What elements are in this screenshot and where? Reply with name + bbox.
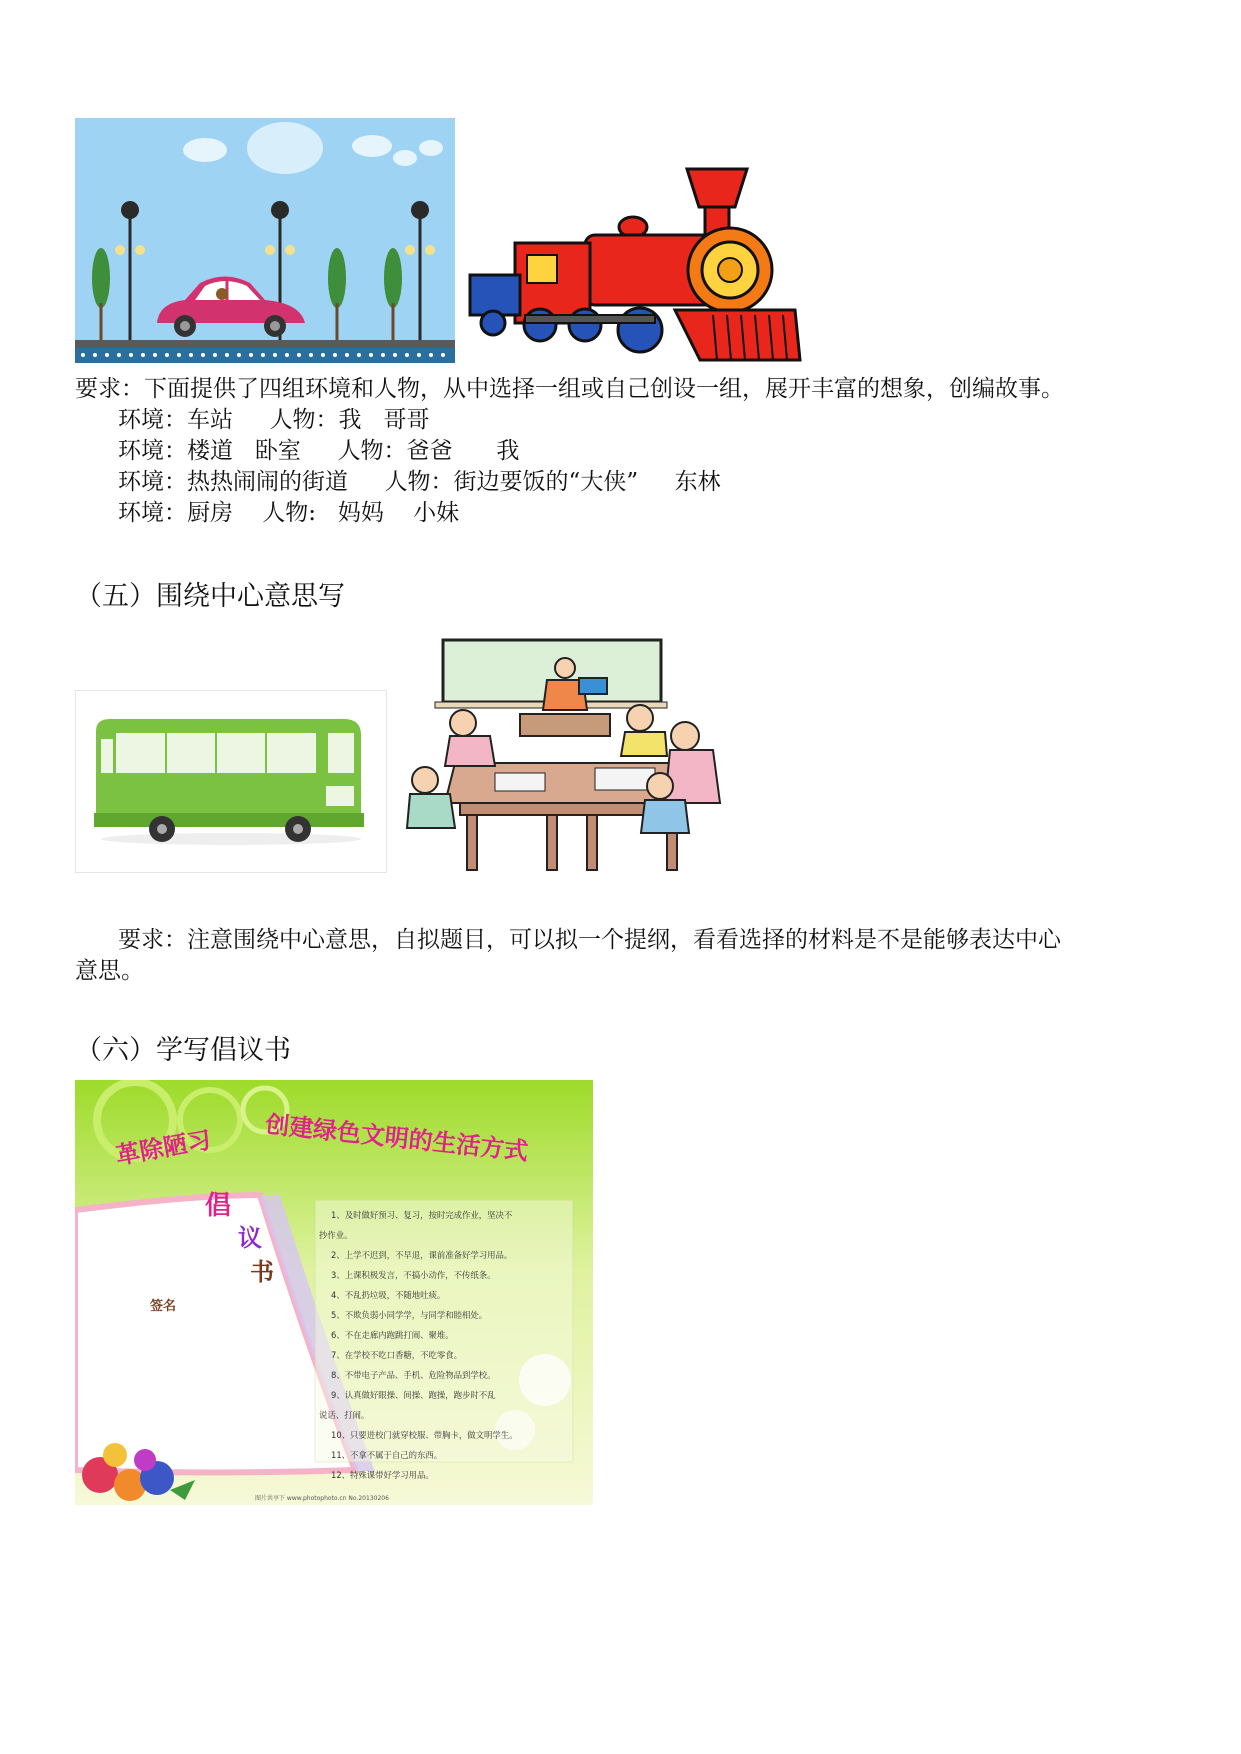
poster-item: 4、不乱扔垃圾，不随地吐痰。 <box>331 1290 446 1300</box>
story-option-3: 环境：热热闹闹的街道 人物：街边要饭的“大侠” 东林 <box>118 469 721 495</box>
poster-item: 2、上学不迟到，不早退，课前准备好学习用品。 <box>331 1250 513 1260</box>
poster-item: 说话、打闹。 <box>319 1410 370 1420</box>
poster-item: 10、只要进校门就穿校服、带胸卡，做文明学生。 <box>331 1430 518 1440</box>
story-option-2: 环境：楼道 卧室 人物：爸爸 我 <box>118 438 520 464</box>
poster-item: 11、不拿不属于自己的东西。 <box>331 1450 443 1460</box>
poster-banner-left: 革除陋习 <box>113 1125 214 1171</box>
poster-item: 抄作业。 <box>319 1230 353 1240</box>
proposal-poster <box>75 1080 593 1505</box>
story-option-4: 环境：厨房 人物: 妈妈 小妹 <box>118 500 460 526</box>
section6-heading: （六）学写倡议书 <box>75 1035 291 1066</box>
poster-item: 12、特殊课带好学习用品。 <box>331 1470 434 1480</box>
green-bus-image <box>75 690 387 873</box>
steam-train-image <box>465 165 805 365</box>
poster-footer: 图片共享下 www.photophoto.cn No.20130206 <box>255 1495 389 1502</box>
poster-item: 9、认真做好眼操、间操、跑操，跑步时不乱 <box>331 1390 496 1400</box>
poster-item: 8、不带电子产品、手机、危险物品到学校。 <box>331 1370 496 1380</box>
poster-vertical-char-2: 议 <box>238 1224 262 1252</box>
poster-banner-right: 创建绿色文明的生活方式 <box>263 1110 530 1166</box>
poster-item: 3、上课积极发言，不搞小动作，不传纸条。 <box>331 1270 496 1280</box>
section5-requirement-line1: 要求：注意围绕中心意思，自拟题目，可以拟一个提纲，看看选择的材料是不是能够表达中心 <box>118 927 1061 953</box>
poster-vertical-char-3: 书 <box>250 1258 274 1286</box>
story-option-1: 环境：车站 人物：我 哥哥 <box>118 407 430 433</box>
poster-item: 1、及时做好预习、复习，按时完成作业，坚决不 <box>331 1210 513 1220</box>
section5-heading: （五）围绕中心意思写 <box>75 581 345 612</box>
story-requirement: 要求：下面提供了四组环境和人物，从中选择一组或自己创设一组，展开丰富的想象，创编故事。 <box>75 376 1064 402</box>
poster-item: 7、在学校不吃口香糖，不吃零食。 <box>331 1350 462 1360</box>
section5-requirement-line2: 意思。 <box>75 958 144 984</box>
poster-item: 5、不欺负弱小同学学，与同学和睦相处。 <box>331 1310 488 1320</box>
classroom-image <box>395 638 740 873</box>
poster-item: 6、不在走廊内跑跳打闹、聚堆。 <box>331 1330 454 1340</box>
poster-items <box>319 1205 574 1485</box>
car-street-image <box>75 118 455 363</box>
poster-sign-label: 签名 <box>150 1299 177 1314</box>
poster-vertical-char-1: 倡 <box>205 1191 232 1221</box>
